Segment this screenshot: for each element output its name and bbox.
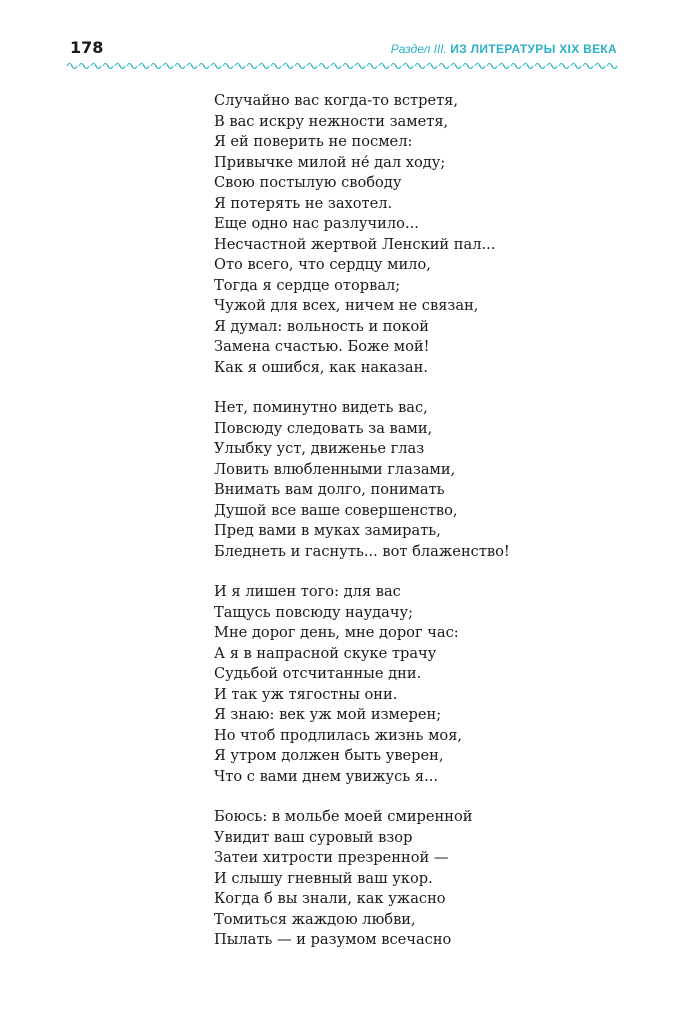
running-head <box>391 42 617 56</box>
poem-line: Внимать вам долго, понимать <box>214 481 445 498</box>
poem-line: Душой все ваше совершенство, <box>214 501 458 519</box>
poem-line: Тогда я сердце оторвал; <box>214 276 401 294</box>
poem-line: Но чтоб продлилась жизнь моя, <box>214 726 463 744</box>
poem-line: Бледнеть и гаснуть... вот блаженство! <box>214 542 510 560</box>
poem-line: Томиться жаждою любви, <box>214 910 416 928</box>
section-title: ИЗ ЛИТЕРАТУРЫ XIX ВЕКА <box>450 42 617 56</box>
poem-line: Увидит ваш суровый взор <box>214 828 413 846</box>
section-label: Раздел III. <box>390 42 447 56</box>
poem-line: Мне дорог день, мне дорог час: <box>214 624 459 641</box>
poem-line: И я лишен того: для вас <box>214 583 401 600</box>
poem-line: Пылать — и разумом всечасно <box>214 931 452 948</box>
poem-line: Я утром должен быть уверен, <box>214 747 444 764</box>
poem-line: Судьбой отсчитанные дни. <box>214 665 422 682</box>
poem-line: Нет, поминутно видеть вас, <box>214 399 428 416</box>
poem-line: Ото всего, что сердцу мило, <box>214 256 431 273</box>
poem-line: И слышу гневный ваш укор. <box>214 869 433 887</box>
poem-line: Случайно вас когда-то встретя, <box>214 92 459 109</box>
page-number: 178 <box>70 38 104 57</box>
poem-stanza <box>214 91 510 378</box>
poem-line: Я потерять не захотел. <box>214 194 393 212</box>
poem-line: Еще одно нас разлучило... <box>214 215 419 232</box>
poem-line: Привычке милой не́ дал ходу; <box>214 153 446 171</box>
poem-line: Пред вами в муках замирать, <box>214 522 441 539</box>
poem-line: Замена счастью. Боже мой! <box>214 338 430 355</box>
poem-stanza <box>214 807 510 951</box>
poem-line: Улыбку уст, движенье глаз <box>214 440 425 457</box>
poem-line: Чужой для всех, ничем не связан, <box>214 297 479 314</box>
poem-line: Тащусь повсюду наудачу; <box>214 603 414 621</box>
poem-line: В вас искру нежности заметя, <box>214 112 449 130</box>
poem-line: Повсюду следовать за вами, <box>214 419 433 437</box>
poem-line: Я думал: вольность и покой <box>214 317 429 335</box>
poem-line: Когда б вы знали, как ужасно <box>214 890 446 907</box>
poem-text <box>214 91 510 971</box>
poem-stanza <box>214 398 510 562</box>
header-ornament <box>66 60 618 72</box>
poem-line: Несчастной жертвой Ленский пал... <box>214 235 496 253</box>
poem-line: И так уж тягостны они. <box>214 685 398 703</box>
poem-stanza <box>214 582 510 787</box>
poem-line: Боюсь: в мольбе моей смиренной <box>214 808 473 825</box>
poem-line: Я ей поверить не посмел: <box>214 133 413 150</box>
poem-line: Что с вами днем увижусь я... <box>214 767 438 785</box>
poem-line: Ловить влюбленными глазами, <box>214 460 456 478</box>
poem-line: А я в напрасной скуке трачу <box>214 644 437 662</box>
poem-line: Как я ошибся, как наказан. <box>214 358 428 376</box>
poem-line: Свою постылую свободу <box>214 174 402 191</box>
poem-line: Затеи хитрости презренной — <box>214 849 449 866</box>
poem-line: Я знаю: век уж мой измерен; <box>214 706 442 723</box>
